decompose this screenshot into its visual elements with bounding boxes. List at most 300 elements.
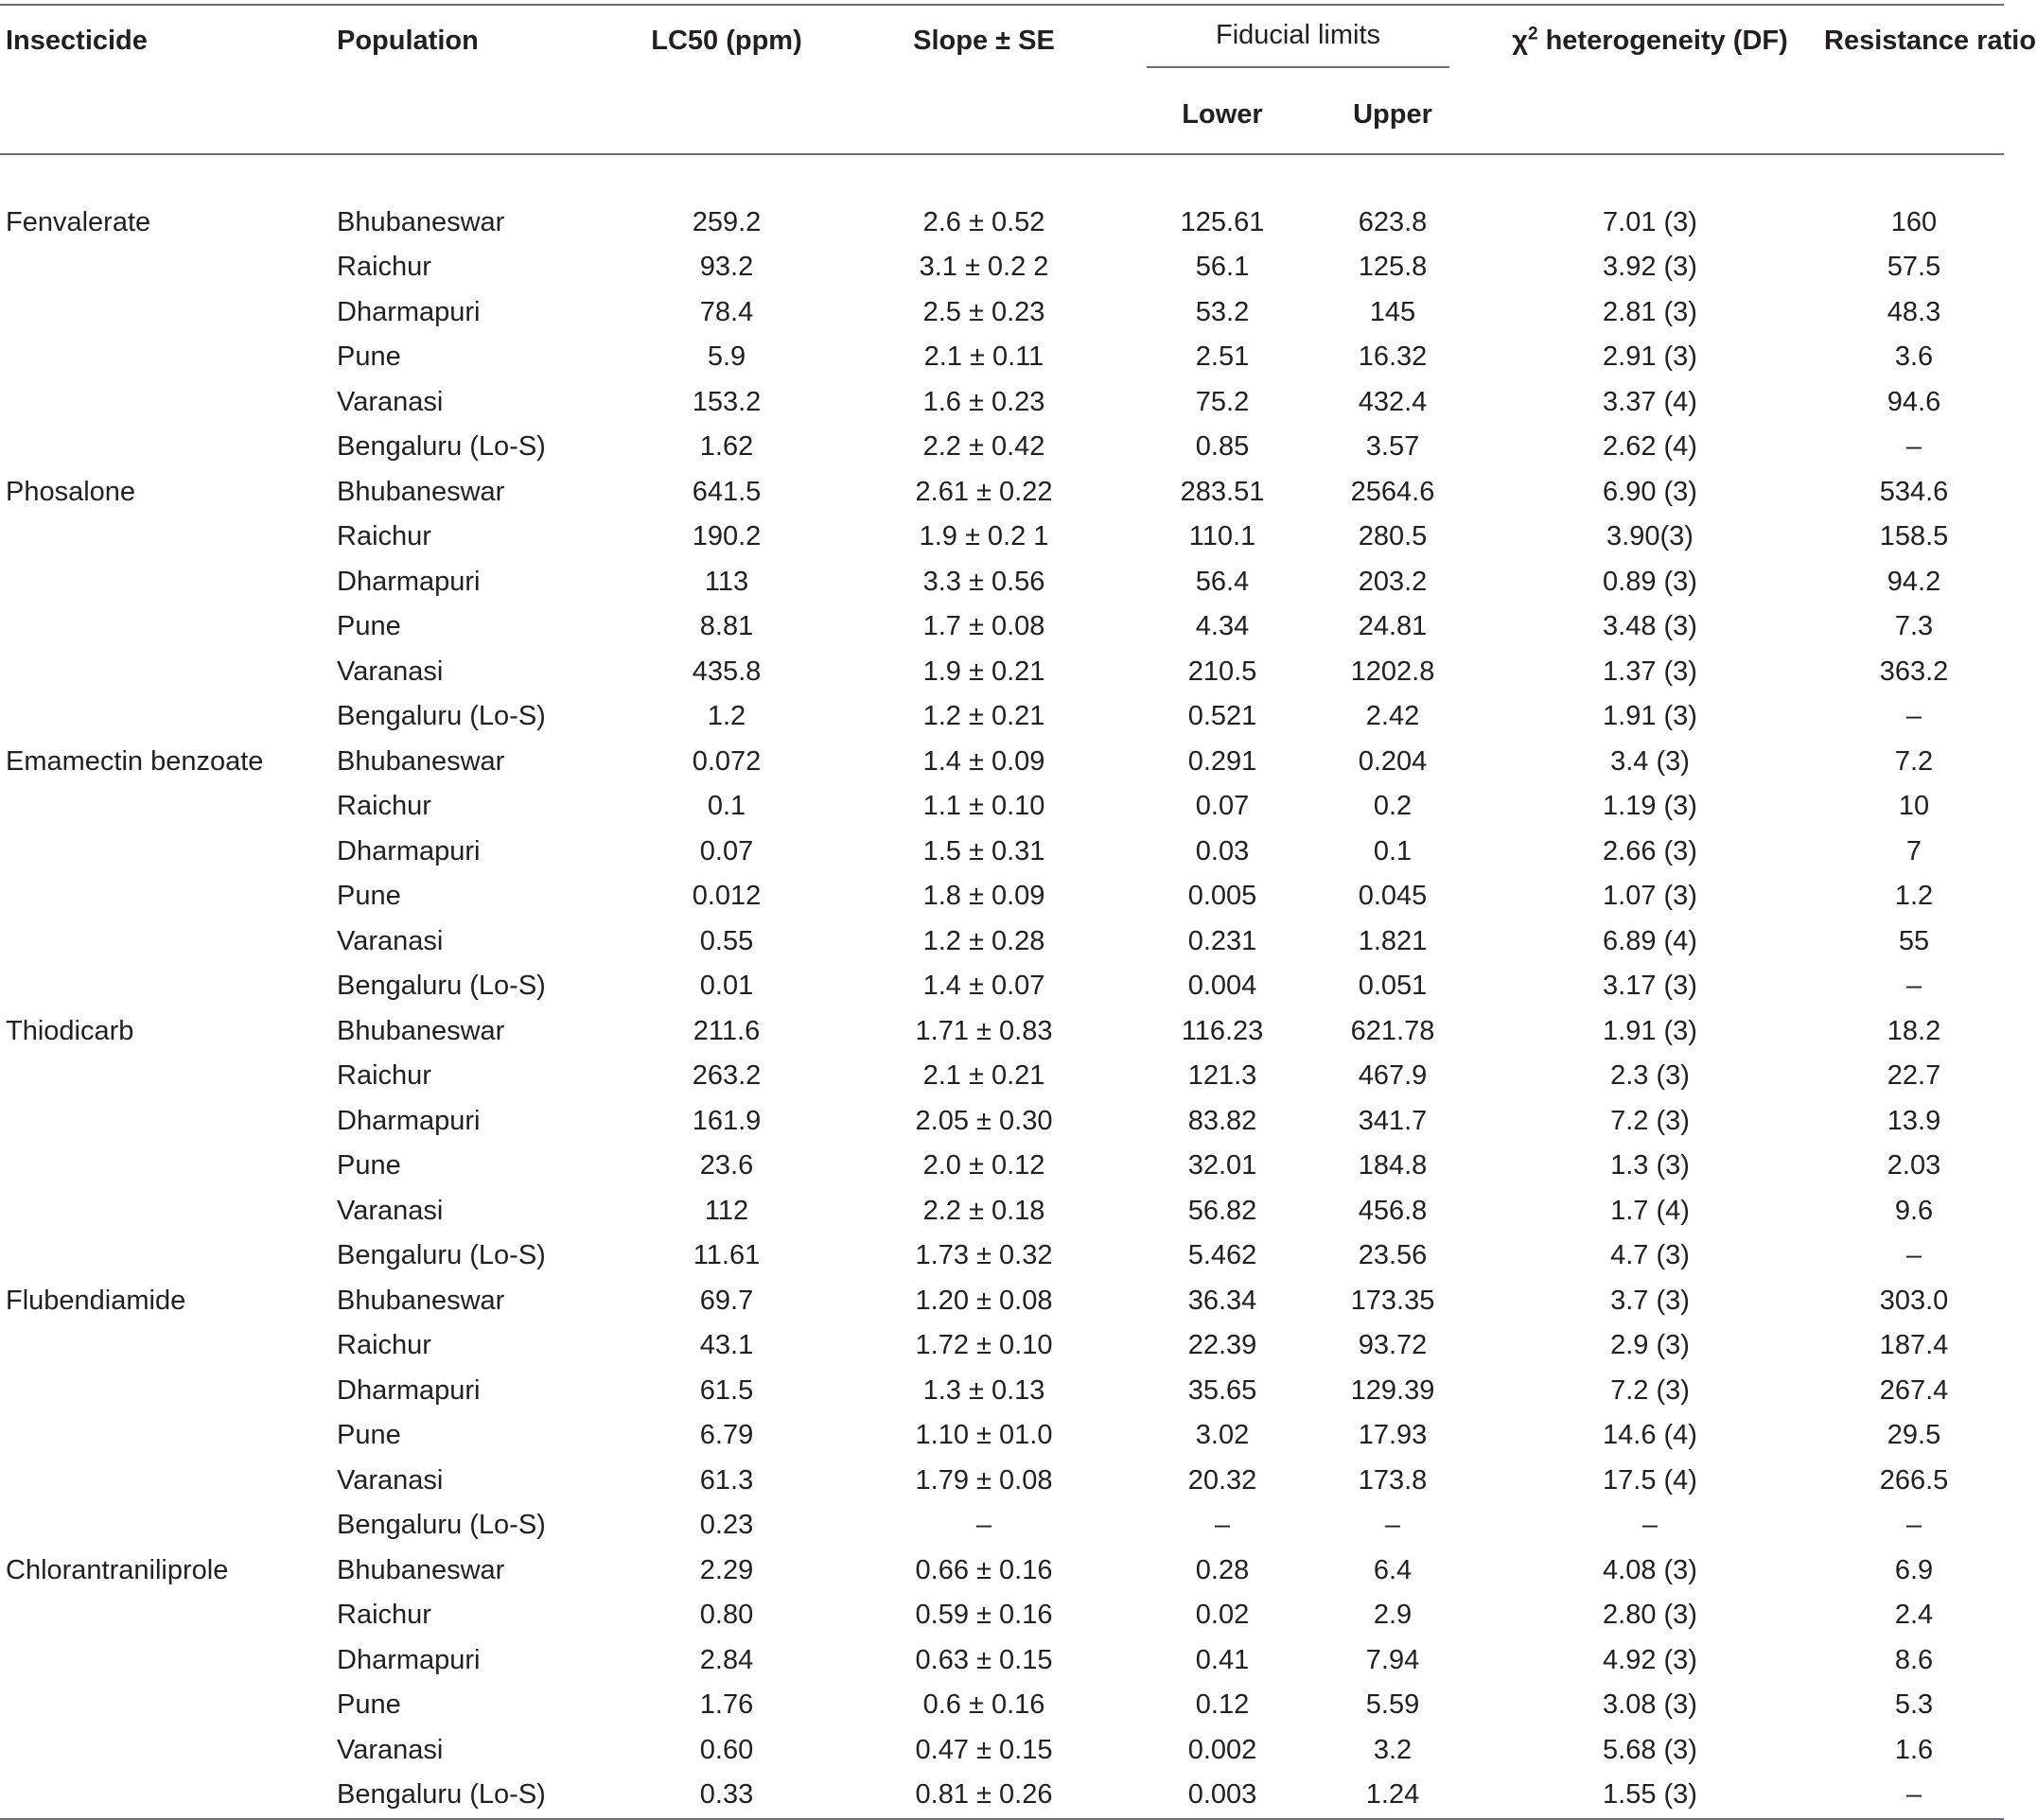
- spacer-cell: [1135, 154, 1309, 201]
- cell-upper: 145: [1369, 296, 1416, 327]
- cell-upper: 0.1: [1373, 835, 1413, 866]
- cell-population: Raichur: [337, 1060, 431, 1091]
- cell-insecticide: [0, 1773, 337, 1819]
- cell-lower: 210.5: [1187, 656, 1257, 687]
- table-row: [0, 1369, 2004, 1414]
- cell-lower: 0.231: [1187, 925, 1257, 956]
- cell-slope: 1.2 ± 0.21: [922, 701, 1045, 731]
- cell-chi-square: 1.55 (3): [1476, 1773, 1824, 1819]
- cell-insecticide: [0, 919, 337, 965]
- cell-upper: 16.32: [1358, 341, 1428, 372]
- cell-lc50: 0.55: [699, 925, 754, 956]
- cell-lc50: 61.5: [699, 1374, 754, 1406]
- cell-population: Bengaluru (Lo-S): [337, 431, 546, 462]
- cell-insecticide: Fenvalerate: [6, 206, 151, 237]
- cell-insecticide: [0, 1144, 337, 1189]
- cell-chi-square: 5.68 (3): [1603, 1734, 1697, 1765]
- cell-upper: 93.72: [1358, 1330, 1428, 1360]
- table-row: [0, 470, 2004, 516]
- cell-lc50: 153.2: [692, 386, 762, 417]
- cell-slope: 1.73 ± 0.32: [915, 1240, 1053, 1270]
- cell-lc50: 161.9: [692, 1105, 762, 1136]
- cell-lc50: 11.61: [693, 1240, 761, 1270]
- cell-resistance-ratio: 187.4: [1879, 1330, 1949, 1360]
- table-row: [0, 784, 2004, 830]
- cell-resistance-ratio: –: [1905, 431, 1922, 462]
- cell-insecticide: [0, 964, 337, 1009]
- cell-insecticide: [0, 335, 337, 380]
- cell-upper: 0.051: [1358, 971, 1428, 1001]
- cell-slope: –: [975, 1510, 992, 1540]
- table-row: [0, 604, 2004, 650]
- cell-slope: 1.5 ± 0.31: [922, 835, 1045, 866]
- cell-insecticide: [0, 1728, 337, 1774]
- cell-population: Varanasi: [337, 1734, 444, 1765]
- cell-population: Bhubaneswar: [337, 1554, 505, 1585]
- cell-lower: 0.003: [1135, 1773, 1309, 1819]
- cell-resistance-ratio: 18.2: [1887, 1015, 1941, 1046]
- cell-lc50: 69.7: [699, 1285, 754, 1316]
- table-row: [0, 1189, 2004, 1234]
- table-row: [0, 830, 2004, 875]
- cell-slope: 2.2 ± 0.42: [922, 431, 1045, 462]
- cell-slope: 0.66 ± 0.16: [915, 1554, 1053, 1585]
- cell-insecticide: [0, 784, 337, 830]
- cell-lower: 0.02: [1195, 1600, 1250, 1630]
- cell-slope: 1.4 ± 0.09: [922, 745, 1045, 777]
- cell-insecticide: [0, 425, 337, 470]
- cell-lc50: 641.5: [692, 476, 762, 507]
- cell-upper: 3.2: [1373, 1734, 1413, 1765]
- cell-insecticide: [0, 1459, 337, 1504]
- cell-slope: 1.4 ± 0.07: [922, 971, 1045, 1001]
- cell-population: Pune: [337, 1420, 401, 1450]
- cell-chi-square: –: [1641, 1510, 1659, 1540]
- cell-upper: 2564.6: [1350, 476, 1435, 507]
- cell-lower: 121.3: [1187, 1060, 1257, 1091]
- cell-lower: 5.462: [1187, 1240, 1257, 1270]
- cell-lower: 110.1: [1188, 521, 1256, 551]
- cell-slope: 2.1 ± 0.21: [922, 1060, 1045, 1091]
- cell-chi-square: 4.08 (3): [1603, 1554, 1697, 1585]
- cell-lower: 53.2: [1195, 296, 1250, 327]
- cell-slope: 0.47 ± 0.15: [915, 1734, 1053, 1765]
- cell-population: Dharmapuri: [337, 566, 481, 597]
- cell-upper: 0.204: [1358, 745, 1428, 777]
- table-row: [0, 1549, 2004, 1594]
- cell-chi-square: 2.80 (3): [1603, 1600, 1697, 1630]
- cell-chi-square: 3.7 (3): [1610, 1285, 1690, 1316]
- cell-lc50: 2.29: [699, 1554, 754, 1585]
- cell-insecticide: Thiodicarb: [6, 1015, 134, 1046]
- cell-resistance-ratio: 267.4: [1879, 1374, 1949, 1406]
- cell-lc50: 0.07: [699, 835, 754, 866]
- cell-lc50: 1.2: [707, 701, 746, 731]
- cell-chi-square: 3.90(3): [1606, 521, 1694, 551]
- cell-upper: 125.8: [1358, 252, 1428, 282]
- cell-chi-square: 2.66 (3): [1603, 835, 1697, 866]
- table-row: [0, 1593, 2004, 1638]
- cell-slope: 2.6 ± 0.52: [922, 206, 1045, 237]
- cell-population: Dharmapuri: [337, 1105, 481, 1136]
- table-body: [0, 154, 2004, 1819]
- cell-chi-square: 1.91 (3): [1603, 1015, 1697, 1046]
- cell-slope: 1.2 ± 0.28: [922, 925, 1045, 956]
- cell-resistance-ratio: 534.6: [1879, 476, 1949, 507]
- cell-resistance-ratio: –: [1905, 701, 1922, 731]
- cell-upper: 280.5: [1358, 521, 1428, 551]
- cell-slope: 2.05 ± 0.30: [915, 1105, 1053, 1136]
- cell-insecticide: [0, 1593, 337, 1638]
- cell-lc50: 0.072: [692, 745, 762, 777]
- cell-population: Bhubaneswar: [337, 745, 505, 777]
- cell-population: Pune: [337, 1689, 401, 1720]
- cell-resistance-ratio: 55: [1898, 925, 1930, 956]
- chi-superscript: 2: [1527, 23, 1538, 44]
- cell-insecticide: [0, 1413, 337, 1459]
- header-slope: Slope ± SE: [833, 5, 1135, 76]
- cell-population: Raichur: [337, 252, 431, 282]
- cell-slope: 1.3 ± 0.13: [922, 1374, 1045, 1406]
- header-spacer: [337, 76, 621, 154]
- cell-insecticide: [0, 290, 337, 336]
- cell-chi-square: 6.90 (3): [1603, 476, 1697, 507]
- cell-slope: 1.71 ± 0.83: [915, 1015, 1053, 1046]
- cell-population: Varanasi: [337, 1464, 444, 1496]
- cell-upper: 2.9: [1373, 1600, 1413, 1630]
- cell-lower: 0.41: [1195, 1644, 1250, 1675]
- table-row: [0, 1503, 2004, 1549]
- cell-chi-square: 3.92 (3): [1603, 252, 1697, 282]
- cell-upper: 6.4: [1373, 1554, 1413, 1585]
- cell-insecticide: [0, 1683, 337, 1728]
- cell-chi-square: 2.9 (3): [1610, 1330, 1690, 1360]
- cell-resistance-ratio: 7.3: [1894, 611, 1934, 641]
- cell-lc50: 0.1: [707, 791, 746, 821]
- cell-lower: 56.4: [1195, 566, 1250, 597]
- cell-insecticide: [0, 694, 337, 740]
- cell-resistance-ratio: 9.6: [1894, 1195, 1934, 1226]
- cell-upper: 1.821: [1358, 925, 1428, 956]
- cell-resistance-ratio: 5.3: [1894, 1689, 1934, 1720]
- cell-lower: 32.01: [1187, 1150, 1257, 1181]
- cell-resistance-ratio: 3.6: [1894, 341, 1934, 372]
- cell-lower: 116.23: [1181, 1015, 1264, 1046]
- cell-resistance-ratio: 2.4: [1894, 1600, 1934, 1630]
- table-row: [0, 335, 2004, 380]
- cell-lower: 22.39: [1187, 1330, 1257, 1360]
- cell-chi-square: 3.48 (3): [1603, 611, 1697, 641]
- table-row: [0, 1009, 2004, 1055]
- cell-upper: 1202.8: [1350, 656, 1435, 687]
- cell-lower: 0.004: [1187, 971, 1257, 1001]
- cell-lower: 0.28: [1195, 1554, 1250, 1585]
- cell-lower: 4.34: [1195, 611, 1250, 641]
- table-row: [0, 245, 2004, 290]
- cell-population: Bengaluru (Lo-S): [337, 1773, 621, 1819]
- cell-population: Bengaluru (Lo-S): [337, 1510, 546, 1540]
- cell-lc50: 23.6: [699, 1150, 754, 1181]
- cell-slope: 2.1 ± 0.11: [923, 341, 1044, 372]
- cell-resistance-ratio: –: [1824, 1773, 2004, 1819]
- cell-lower: 83.82: [1187, 1105, 1257, 1136]
- cell-chi-square: 4.92 (3): [1603, 1644, 1697, 1675]
- cell-lower: 0.07: [1195, 791, 1250, 821]
- header-spacer: [1476, 76, 1824, 154]
- cell-resistance-ratio: 1.6: [1894, 1734, 1934, 1765]
- cell-insecticide: [0, 830, 337, 875]
- cell-upper: 24.81: [1358, 611, 1428, 641]
- cell-lc50: 2.84: [699, 1644, 754, 1675]
- cell-slope: 3.1 ± 0.2 2: [919, 252, 1049, 282]
- cell-insecticide: [0, 604, 337, 650]
- table-row: [0, 650, 2004, 695]
- cell-resistance-ratio: 6.9: [1894, 1554, 1934, 1585]
- cell-resistance-ratio: 266.5: [1879, 1464, 1949, 1496]
- table-row: [0, 740, 2004, 785]
- cell-resistance-ratio: 48.3: [1887, 296, 1941, 327]
- chi-symbol: χ: [1512, 25, 1528, 56]
- table-row: [0, 560, 2004, 605]
- cell-chi-square: 7.01 (3): [1603, 206, 1697, 237]
- cell-population: Varanasi: [337, 656, 444, 687]
- cell-slope: 0.6 ± 0.16: [922, 1689, 1045, 1720]
- spacer-cell: [1476, 154, 1824, 201]
- cell-insecticide: [0, 515, 337, 560]
- cell-lower: 56.82: [1187, 1195, 1257, 1226]
- cell-insecticide: [0, 1369, 337, 1414]
- cell-insecticide: [0, 245, 337, 290]
- cell-lc50: 263.2: [692, 1060, 762, 1091]
- cell-upper: 129.39: [1350, 1374, 1435, 1406]
- cell-slope: 1.10 ± 01.0: [915, 1420, 1053, 1450]
- cell-lc50: 190.2: [692, 521, 762, 551]
- table-row: [0, 290, 2004, 336]
- cell-upper: 0.2: [1373, 791, 1413, 821]
- cell-chi-square: 3.08 (3): [1603, 1689, 1697, 1720]
- header-fiducial-limits: [1135, 5, 1476, 76]
- cell-population: Pune: [337, 611, 401, 641]
- cell-slope: 1.79 ± 0.08: [915, 1464, 1053, 1496]
- table-row: [0, 694, 2004, 740]
- table-row: [0, 1683, 2004, 1728]
- cell-lower: 125.61: [1180, 206, 1265, 237]
- cell-upper: 184.8: [1358, 1150, 1428, 1181]
- cell-insecticide: [0, 1234, 337, 1279]
- cell-slope: 0.59 ± 0.16: [915, 1600, 1053, 1630]
- cell-chi-square: 1.37 (3): [1603, 656, 1697, 687]
- cell-lc50: 0.60: [699, 1734, 754, 1765]
- cell-upper: 203.2: [1358, 566, 1428, 597]
- cell-resistance-ratio: 160: [1890, 206, 1938, 237]
- cell-population: Dharmapuri: [337, 296, 481, 327]
- cell-slope: 1.20 ± 0.08: [915, 1285, 1053, 1316]
- header-population: Population: [337, 5, 621, 76]
- cell-upper: –: [1384, 1510, 1401, 1540]
- table-row: [0, 1054, 2004, 1099]
- cell-insecticide: [0, 874, 337, 919]
- header-spacer: [621, 76, 833, 154]
- table-row: [0, 1099, 2004, 1145]
- cell-resistance-ratio: 158.5: [1879, 521, 1949, 551]
- cell-slope: 1.7 ± 0.08: [922, 611, 1045, 641]
- cell-population: Bengaluru (Lo-S): [337, 701, 546, 731]
- cell-lower: 0.002: [1187, 1734, 1257, 1765]
- cell-chi-square: 7.2 (3): [1610, 1374, 1690, 1406]
- data-table: [0, 4, 2036, 1820]
- cell-population: Pune: [337, 881, 401, 911]
- table-row: [0, 1144, 2004, 1189]
- cell-slope: 0.63 ± 0.15: [915, 1644, 1053, 1675]
- cell-upper: 1.24: [1309, 1773, 1476, 1819]
- cell-lc50: 93.2: [699, 252, 754, 282]
- cell-insecticide: [0, 1189, 337, 1234]
- cell-slope: 3.3 ± 0.56: [922, 566, 1045, 597]
- cell-resistance-ratio: 363.2: [1879, 656, 1949, 687]
- spacer-cell: [0, 154, 337, 201]
- cell-lower: –: [1214, 1510, 1231, 1540]
- cell-lower: 20.32: [1187, 1464, 1257, 1496]
- cell-insecticide: Emamectin benzoate: [6, 745, 264, 777]
- cell-population: Dharmapuri: [337, 1374, 481, 1406]
- cell-population: Dharmapuri: [337, 835, 481, 866]
- table-row: [0, 1459, 2004, 1504]
- spacer-cell: [621, 154, 833, 201]
- table-row: [0, 1413, 2004, 1459]
- table-header: [0, 5, 2036, 154]
- cell-lc50: 43.1: [699, 1330, 754, 1360]
- cell-upper: 173.8: [1358, 1464, 1428, 1496]
- header-upper: Upper: [1309, 76, 1476, 154]
- cell-upper: 623.8: [1358, 206, 1428, 237]
- cell-resistance-ratio: 29.5: [1887, 1420, 1941, 1450]
- cell-upper: 341.7: [1358, 1105, 1428, 1136]
- cell-chi-square: 1.3 (3): [1610, 1150, 1690, 1181]
- table-row: [0, 515, 2004, 560]
- cell-lc50: 5.9: [707, 341, 746, 372]
- cell-resistance-ratio: 7: [1905, 835, 1922, 866]
- cell-lower: 0.03: [1195, 835, 1250, 866]
- cell-population: Varanasi: [337, 925, 444, 956]
- cell-slope: 1.8 ± 0.09: [922, 881, 1045, 911]
- table-row: [0, 919, 2004, 965]
- header-spacer: [833, 76, 1135, 154]
- cell-upper: 456.8: [1358, 1195, 1428, 1226]
- cell-chi-square: 4.7 (3): [1610, 1240, 1690, 1270]
- cell-chi-square: 2.91 (3): [1603, 341, 1697, 372]
- cell-population: Raichur: [337, 1330, 431, 1360]
- cell-chi-square: 17.5 (4): [1603, 1464, 1697, 1496]
- header-chi-square: [1476, 5, 1824, 76]
- cell-lower: 36.34: [1187, 1285, 1257, 1316]
- cell-lc50: 0.012: [692, 881, 762, 911]
- table-row: [0, 1234, 2004, 1279]
- spacer-cell: [1824, 154, 2004, 201]
- cell-lc50: 211.6: [693, 1015, 761, 1046]
- cell-lc50: 0.01: [699, 971, 754, 1001]
- cell-population: Raichur: [337, 791, 431, 821]
- cell-population: Bhubaneswar: [337, 1285, 505, 1316]
- cell-chi-square: 2.62 (4): [1603, 431, 1697, 462]
- cell-lower: 0.85: [1195, 431, 1250, 462]
- cell-chi-square: 7.2 (3): [1610, 1105, 1690, 1136]
- table-row: [0, 1279, 2004, 1324]
- cell-lower: 75.2: [1195, 386, 1250, 417]
- cell-population: Bhubaneswar: [337, 1015, 505, 1046]
- table-row: [0, 1323, 2004, 1369]
- cell-upper: 17.93: [1358, 1420, 1428, 1450]
- cell-insecticide: [0, 560, 337, 605]
- header-fiducial-label: Fiducial limits: [1147, 14, 1449, 68]
- cell-slope: 1.9 ± 0.2 1: [919, 521, 1049, 551]
- cell-upper: 5.59: [1365, 1689, 1420, 1720]
- header-lc50: LC50 (ppm): [621, 5, 833, 76]
- cell-insecticide: [0, 1323, 337, 1369]
- cell-lc50: 435.8: [692, 656, 762, 687]
- cell-resistance-ratio: 7.2: [1894, 745, 1934, 777]
- cell-slope: 2.0 ± 0.12: [922, 1150, 1045, 1181]
- cell-resistance-ratio: –: [1905, 1510, 1922, 1540]
- cell-resistance-ratio: 303.0: [1879, 1285, 1949, 1316]
- cell-upper: 23.56: [1358, 1240, 1428, 1270]
- table-row: [0, 964, 2004, 1009]
- cell-lc50: 61.3: [699, 1464, 754, 1496]
- cell-chi-square: 6.89 (4): [1603, 925, 1697, 956]
- cell-upper: 0.045: [1358, 881, 1428, 911]
- cell-lc50: 0.23: [699, 1510, 754, 1540]
- cell-slope: 1.1 ± 0.10: [922, 791, 1045, 821]
- cell-lc50: 0.80: [699, 1600, 754, 1630]
- cell-chi-square: 3.37 (4): [1603, 386, 1697, 417]
- spacer-cell: [337, 154, 621, 201]
- spacer-cell: [833, 154, 1135, 201]
- cell-resistance-ratio: 2.03: [1887, 1150, 1941, 1181]
- cell-resistance-ratio: 94.6: [1887, 386, 1941, 417]
- cell-lc50: 1.62: [699, 431, 754, 462]
- cell-upper: 7.94: [1365, 1644, 1420, 1675]
- table-row: [0, 1638, 2004, 1684]
- cell-chi-square: 1.19 (3): [1603, 791, 1697, 821]
- cell-insecticide: [0, 1099, 337, 1145]
- chi-label: heterogeneity (DF): [1537, 25, 1788, 56]
- cell-population: Dharmapuri: [337, 1644, 481, 1675]
- cell-insecticide: Chlorantraniliprole: [6, 1554, 229, 1585]
- table-row: [0, 1773, 2004, 1819]
- cell-population: Bengaluru (Lo-S): [337, 1240, 546, 1270]
- cell-lower: 35.65: [1187, 1374, 1257, 1406]
- cell-resistance-ratio: 94.2: [1887, 566, 1941, 597]
- cell-insecticide: [0, 380, 337, 426]
- body-top-spacer: [0, 154, 2004, 201]
- cell-chi-square: 1.07 (3): [1603, 881, 1697, 911]
- cell-lc50: 1.76: [699, 1689, 754, 1720]
- cell-population: Raichur: [337, 521, 431, 551]
- cell-lower: 0.291: [1187, 745, 1257, 777]
- cell-lc50: 6.79: [699, 1420, 754, 1450]
- cell-upper: 3.57: [1365, 431, 1420, 462]
- table-row: [0, 425, 2004, 470]
- cell-slope: 2.61 ± 0.22: [915, 476, 1053, 507]
- cell-lower: 0.005: [1187, 881, 1257, 911]
- cell-resistance-ratio: 1.2: [1894, 881, 1934, 911]
- spacer-cell: [1309, 154, 1476, 201]
- cell-upper: 432.4: [1358, 386, 1428, 417]
- cell-population: Pune: [337, 341, 401, 372]
- cell-resistance-ratio: 13.9: [1887, 1105, 1941, 1136]
- cell-chi-square: 3.4 (3): [1610, 745, 1690, 777]
- table-row: [0, 201, 2004, 246]
- cell-lower: 283.51: [1180, 476, 1265, 507]
